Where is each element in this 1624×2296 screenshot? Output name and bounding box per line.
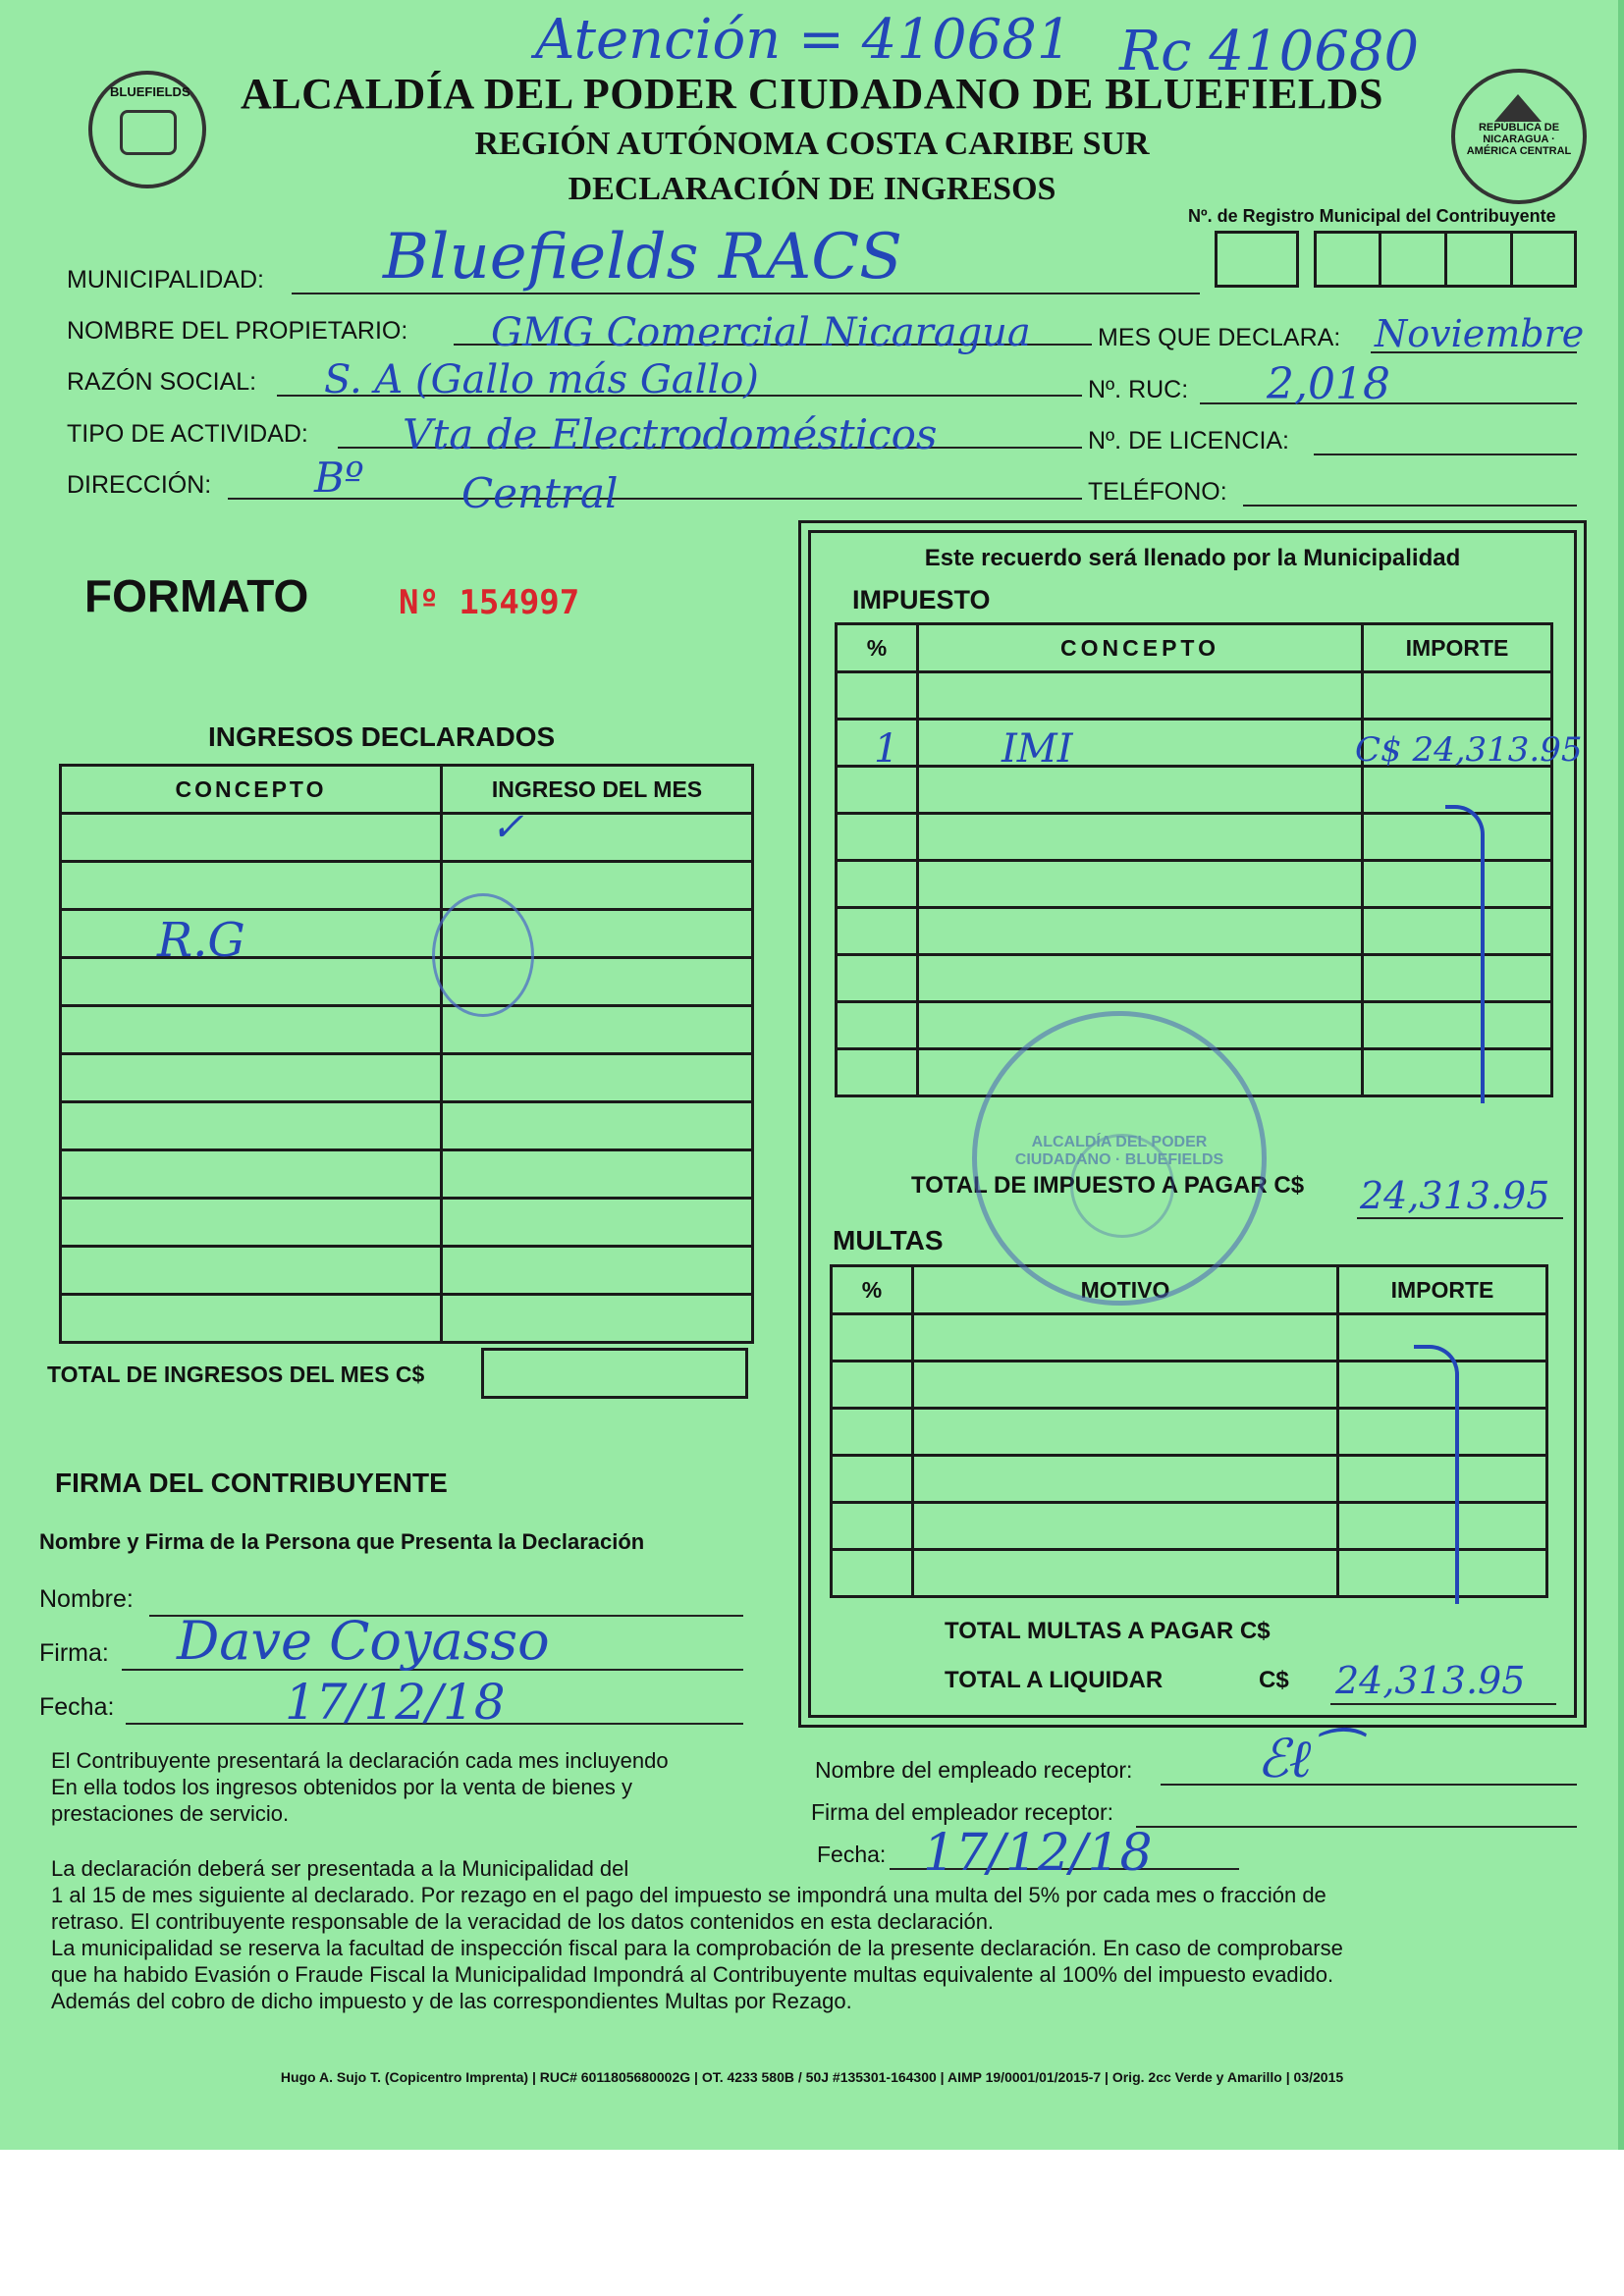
receptor-nombre-label: Nombre del empleado receptor: — [815, 1757, 1133, 1783]
page-title: ALCALDÍA DEL PODER CIUDADANO DE BLUEFIELDS — [241, 70, 1383, 118]
table-row[interactable] — [61, 1006, 442, 1054]
handwritten-check: ✓ — [491, 805, 524, 850]
col-concepto: CONCEPTO — [61, 766, 442, 814]
fecha-label: Fecha: — [39, 1693, 115, 1721]
note-paragraph-1: El Contribuyente presentará la declaración cada mes incluyendo En ella todos los ingresos obtenidos por la venta de bienes y prestaciones de servicio. — [51, 1748, 669, 1826]
licencia-label: Nº. DE LICENCIA: — [1088, 427, 1290, 454]
fecha-value[interactable]: 17/12/18 — [285, 1674, 506, 1731]
ruc-value[interactable]: 2,018 — [1267, 359, 1390, 409]
col-ingreso: INGRESO DEL MES — [442, 766, 753, 814]
impuesto-row-concepto: IMI — [1001, 726, 1073, 772]
total-multas-label: TOTAL MULTAS A PAGAR C$ — [945, 1618, 1271, 1644]
formato-number: Nº 154997 — [399, 583, 580, 622]
table-row[interactable] — [61, 1295, 442, 1343]
direccion-value-2[interactable]: Central — [461, 469, 619, 517]
table-row[interactable] — [61, 1199, 442, 1247]
impuesto-row-importe: C$ 24,313.95 — [1355, 730, 1583, 770]
firma-title: FIRMA DEL CONTRIBUYENTE — [55, 1468, 448, 1498]
nicaragua-seal-logo: REPÚBLICA DE NICARAGUA · AMÉRICA CENTRAL — [1451, 69, 1587, 204]
total-liquidar-currency: C$ — [1259, 1667, 1289, 1693]
razon-value[interactable]: S. A (Gallo más Gallo) — [324, 357, 759, 402]
municipalidad-value[interactable]: Bluefields RACS — [383, 221, 902, 294]
receptor-fecha-label: Fecha: — [817, 1842, 887, 1867]
firma-label: Firma: — [39, 1639, 109, 1667]
table-row[interactable] — [61, 862, 442, 910]
total-liquidar-value: 24,313.95 — [1335, 1659, 1526, 1702]
handwritten-bracket-1 — [1445, 805, 1485, 1103]
direccion-label: DIRECCIÓN: — [67, 471, 212, 499]
table-row[interactable] — [61, 1247, 442, 1295]
registro-box-2[interactable] — [1314, 231, 1577, 288]
total-ingresos-label: TOTAL DE INGRESOS DEL MES C$ — [47, 1362, 425, 1387]
note-paragraph-2: La declaración deberá ser presentada a la Municipalidad del 1 al 15 de mes siguiente al declarado. Por rezago en el pago del impuesto se impondrá una multa del 5% por cada mes o fracción de retraso. El contribuyente responsable de la veracidad de los datos contenidos en esta declaración. La municipalidad se reserva la facultad de inspección fiscal para la comprobación de la presente declaración. En caso de comprobarse que ha habido Evasión o Fraude Fiscal la Municipalidad Impondrá al Contribuyente multas equivalente al 100% del impuesto evadido. Además del cobro de dicho impuesto y de las correspondientes Multas por Rezago. — [51, 1856, 1343, 2013]
mes-value[interactable]: Noviembre — [1375, 312, 1585, 355]
propietario-value[interactable]: GMG Comercial Nicaragua — [491, 310, 1031, 355]
municipalidad-label: MUNICIPALIDAD: — [67, 266, 264, 294]
handwritten-rc: Rc 410680 — [1119, 20, 1420, 83]
municipal-seal-logo: BLUEFIELDS — [88, 71, 206, 188]
municipal-box-title: Este recuerdo será llenado por la Municipalidad — [924, 545, 1461, 571]
receptor-signature[interactable]: ℰℓ⁀ — [1257, 1728, 1354, 1789]
col-motivo: MOTIVO — [913, 1266, 1338, 1314]
formato-label: FORMATO — [84, 570, 309, 621]
mes-label: MES QUE DECLARA: — [1098, 324, 1341, 351]
table-row[interactable] — [61, 910, 442, 958]
total-ingresos-box[interactable] — [481, 1348, 748, 1399]
impuesto-label: IMPUESTO — [852, 585, 991, 614]
firma-value[interactable]: Dave Coyasso — [177, 1610, 550, 1672]
receptor-fecha-value[interactable]: 17/12/18 — [923, 1824, 1153, 1883]
total-impuesto-label: TOTAL DE IMPUESTO A PAGAR C$ — [911, 1172, 1305, 1199]
table-row[interactable] — [61, 1054, 442, 1102]
page-subtitle: REGIÓN AUTÓNOMA COSTA CARIBE SUR — [474, 126, 1150, 162]
handwritten-atencion: Atención = 410681 — [535, 8, 1072, 72]
total-liquidar-label: TOTAL A LIQUIDAR — [945, 1667, 1164, 1693]
printer-footer: Hugo A. Sujo T. (Copicentro Imprenta) | RUC# 6011805680002G | OT. 4233 580B / 50J #135301-164300 | AIMP 19/0001/01/2015-7 | Orig. 2cc Verde y Amarillo | 03/2015 — [280, 2069, 1344, 2085]
table-row[interactable] — [61, 814, 442, 862]
registro-box-1[interactable] — [1215, 231, 1299, 288]
table-row[interactable] — [61, 1102, 442, 1150]
ingresos-title: INGRESOS DECLARADOS — [208, 721, 556, 752]
actividad-value[interactable]: Vta de Electrodomésticos — [403, 410, 938, 458]
impuesto-row-pct: 1 — [874, 726, 899, 772]
col-importe: IMPORTE — [1363, 624, 1552, 672]
handwritten-rg: R.G — [157, 913, 245, 968]
col-pct: % — [837, 624, 918, 672]
ruc-label: Nº. RUC: — [1088, 376, 1189, 403]
table-row[interactable] — [61, 1150, 442, 1199]
total-impuesto-value: 24,313.95 — [1360, 1174, 1550, 1217]
multas-label: MULTAS — [833, 1225, 944, 1255]
handwritten-circle — [432, 893, 534, 1017]
propietario-label: NOMBRE DEL PROPIETARIO: — [67, 317, 408, 345]
col-concepto-impuesto: CONCEPTO — [918, 624, 1363, 672]
form-title: DECLARACIÓN DE INGRESOS — [568, 171, 1056, 207]
col-importe-multas: IMPORTE — [1338, 1266, 1547, 1314]
nombre-label: Nombre: — [39, 1585, 134, 1613]
razon-label: RAZÓN SOCIAL: — [67, 368, 257, 396]
ingresos-table — [59, 764, 754, 1344]
col-pct-multas: % — [832, 1266, 913, 1314]
table-row[interactable] — [61, 958, 442, 1006]
receptor-firma-label: Firma del empleador receptor: — [811, 1799, 1114, 1825]
municipal-stamp: ALCALDÍA DEL PODER CIUDADANO · BLUEFIELDS — [972, 1011, 1267, 1306]
firma-subtitle: Nombre y Firma de la Persona que Presenta la Declaración — [39, 1529, 645, 1554]
telefono-label: TELÉFONO: — [1088, 478, 1227, 506]
handwritten-bracket-2 — [1414, 1345, 1459, 1604]
actividad-label: TIPO DE ACTIVIDAD: — [67, 420, 308, 448]
registro-label: Nº. de Registro Municipal del Contribuyente — [1188, 206, 1556, 226]
direccion-value-1[interactable]: Bº — [314, 454, 364, 502]
